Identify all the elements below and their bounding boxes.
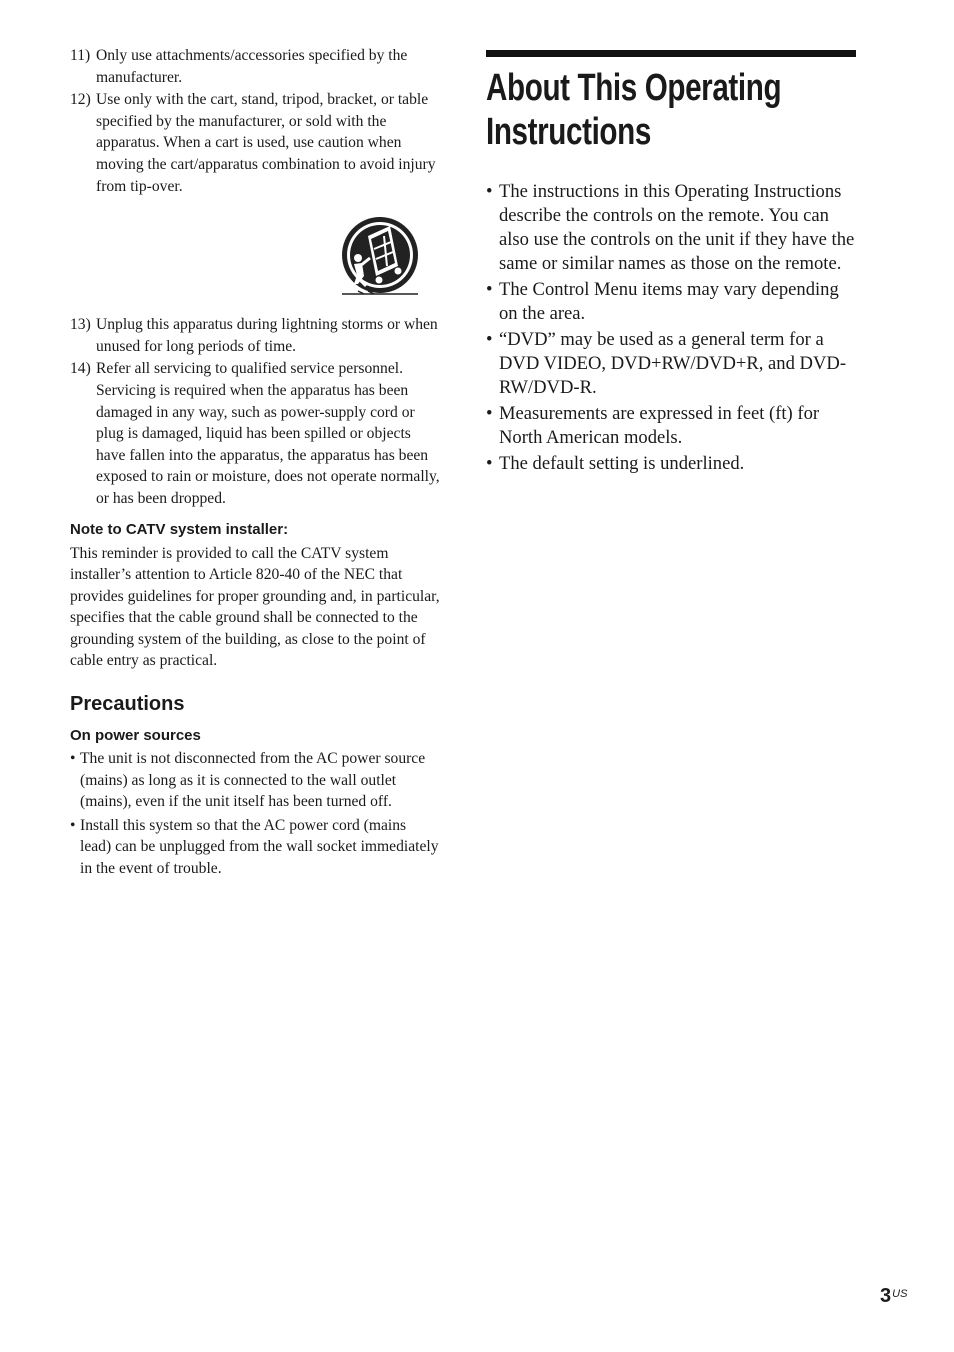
bullet-marker: • xyxy=(486,403,493,424)
bullet-marker: • xyxy=(486,279,493,300)
item-text: The instructions in this Operating Instructions describe the controls on the remote. You can also use the controls on the unit if they have the same or similar names as those on the remote. xyxy=(499,181,855,274)
item-number: 12) xyxy=(70,91,91,109)
safety-list-part-2 xyxy=(70,314,440,509)
power-sources-list xyxy=(70,748,440,880)
list-item xyxy=(70,89,440,197)
item-text: Refer all servicing to qualified service personnel. Servicing is required when the apparatus has been damaged in any way, such as power-supply cord or plug is damaged, liquid has been spilled or objects have fallen into the apparatus, the apparatus has been exposed to rain or moisture, does not operate normally, or has been dropped. xyxy=(96,360,440,507)
list-item xyxy=(70,358,440,509)
list-item xyxy=(486,278,858,326)
list-item xyxy=(486,180,858,276)
cart-tipover-warning-icon xyxy=(338,214,424,300)
page-title-line-2: Instructions xyxy=(486,111,651,153)
list-item xyxy=(70,314,440,357)
list-item xyxy=(486,402,858,450)
item-text: “DVD” may be used as a general term for a DVD VIDEO, DVD+RW/DVD+R, and DVD-RW/DVD-R. xyxy=(499,329,847,398)
item-text: Install this system so that the AC power cord (mains lead) can be unplugged from the wall socket immediately in the event of trouble. xyxy=(80,816,439,878)
item-text: Unplug this apparatus during lightning storms or when unused for long periods of time. xyxy=(96,316,438,355)
page-number-value: 3 xyxy=(880,1285,892,1307)
list-item xyxy=(486,328,858,400)
page-title-line-1: About This Operating xyxy=(486,67,782,109)
list-item xyxy=(70,45,440,88)
bullet-marker: • xyxy=(70,750,76,768)
about-instructions-list xyxy=(486,180,858,476)
bullet-marker: • xyxy=(486,453,493,474)
power-sources-heading: On power sources xyxy=(70,727,201,745)
catv-note-body: This reminder is provided to call the CATV system installer’s attention to Article 820-40 of the NEC that provides guidelines for proper grounding and, in particular, specifies that the cable ground shall be connected to the grounding system of the building, as close to the point of cable entry as practical. xyxy=(70,544,440,670)
catv-note-heading: Note to CATV system installer: xyxy=(70,520,289,538)
item-text: Only use attachments/accessories specified by the manufacturer. xyxy=(96,47,408,86)
bullet-marker: • xyxy=(486,181,493,202)
item-text: The unit is not disconnected from the AC power source (mains) as long as it is connected to the wall outlet (mains), even if the unit itself has been turned off. xyxy=(80,750,426,811)
page-number-suffix: US xyxy=(892,1288,908,1300)
item-number: 13) xyxy=(70,316,91,334)
precautions-heading: Precautions xyxy=(70,693,185,716)
list-item xyxy=(70,815,440,880)
item-number: 14) xyxy=(70,360,91,378)
page-number xyxy=(880,1284,907,1308)
list-item xyxy=(486,452,858,476)
page-title xyxy=(486,66,853,154)
cart-warning-figure xyxy=(70,198,440,314)
item-text: Measurements are expressed in feet (ft) for North American models. xyxy=(499,403,820,448)
list-item xyxy=(70,748,440,813)
left-column xyxy=(70,45,440,882)
right-column xyxy=(486,50,858,478)
safety-list-part-1 xyxy=(70,45,440,197)
bullet-marker: • xyxy=(70,816,76,834)
bullet-marker: • xyxy=(486,329,493,350)
title-rule xyxy=(486,50,856,57)
item-text: The Control Menu items may vary depending on the area. xyxy=(499,279,839,324)
item-text: The default setting is underlined. xyxy=(499,453,745,474)
item-number: 11) xyxy=(70,47,91,64)
item-text: Use only with the cart, stand, tripod, bracket, or table specified by the manufacturer, or sold with the apparatus. When a cart is used, use caution when moving the cart/apparatus combination to avoid injury from tip-over. xyxy=(96,91,436,195)
